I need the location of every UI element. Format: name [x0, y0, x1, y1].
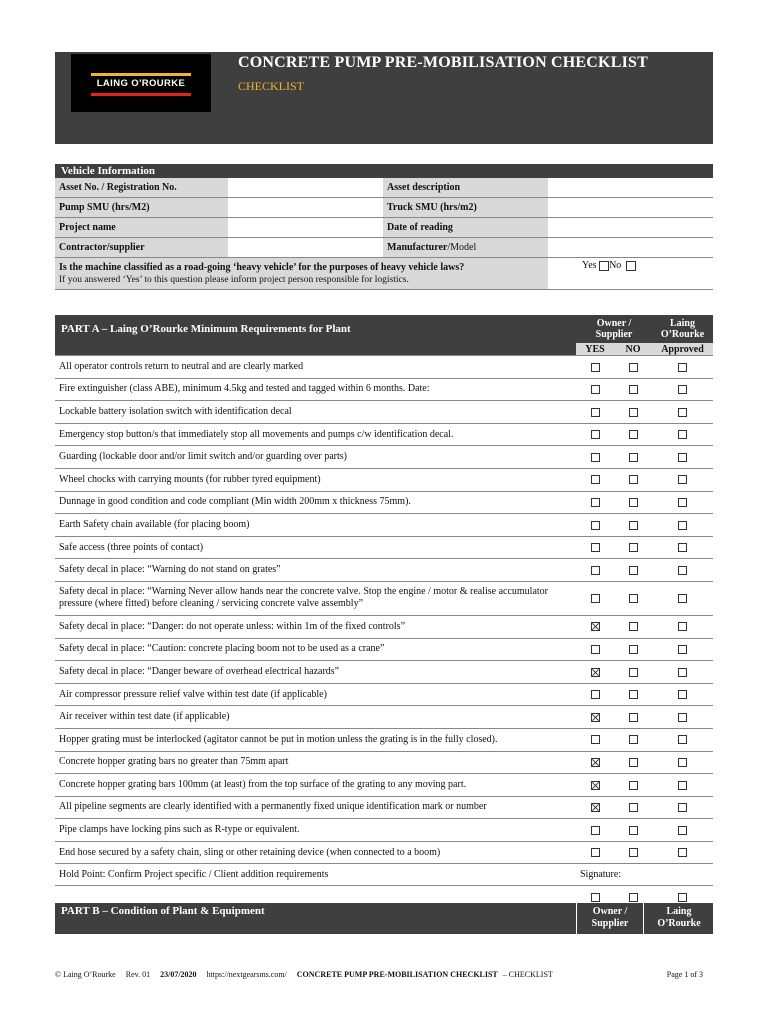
approved-column-header: Approved — [652, 343, 713, 356]
checklist-no-checkbox[interactable] — [629, 781, 638, 790]
checklist-no-checkbox[interactable] — [629, 430, 638, 439]
no-checkbox[interactable] — [626, 261, 636, 271]
checklist-no-cell — [614, 559, 652, 582]
checklist-yes-checkbox[interactable] — [591, 622, 600, 631]
checklist-approved-cell — [652, 661, 713, 684]
date-of-reading-label: Date of reading — [383, 218, 548, 238]
checklist-row — [55, 706, 713, 729]
checklist-approved-checkbox[interactable] — [678, 690, 687, 699]
company-logo — [71, 54, 211, 112]
checklist-yes-cell — [576, 559, 614, 582]
part-b-owner-line2: Supplier — [591, 918, 629, 929]
footer-url[interactable]: https://nextgearsms.com/ — [206, 970, 287, 979]
vehicle-info-heading: Vehicle Information — [55, 164, 713, 178]
yes-checkbox[interactable] — [599, 261, 609, 271]
checklist-no-checkbox[interactable] — [629, 645, 638, 654]
checklist-approved-checkbox[interactable] — [678, 453, 687, 462]
checklist-yes-checkbox[interactable] — [591, 521, 600, 530]
document-subtitle: CHECKLIST — [238, 79, 304, 93]
checklist-row — [55, 401, 713, 424]
checklist-item-text: Hopper grating must be interlocked (agitator cannot be put in motion unless the grating is in the fully closed). — [55, 728, 576, 751]
checklist-yes-cell — [576, 491, 614, 514]
part-b-owner-header — [576, 903, 644, 934]
checklist-row — [55, 683, 713, 706]
checklist-yes-checkbox[interactable] — [591, 385, 600, 394]
pump-smu-label: Pump SMU (hrs/M2) — [55, 198, 228, 218]
checklist-yes-cell — [576, 841, 614, 864]
checklist-yes-checkbox[interactable] — [591, 690, 600, 699]
checklist-no-cell — [614, 423, 652, 446]
checklist-approved-cell — [652, 491, 713, 514]
checklist-no-checkbox[interactable] — [629, 566, 638, 575]
checklist-no-checkbox[interactable] — [629, 543, 638, 552]
checklist-no-checkbox[interactable] — [629, 521, 638, 530]
checklist-no-cell — [614, 728, 652, 751]
checklist-approved-checkbox[interactable] — [678, 758, 687, 767]
checklist-approved-cell — [652, 819, 713, 842]
checklist-row — [55, 514, 713, 537]
checklist-approved-checkbox[interactable] — [678, 826, 687, 835]
part-b-lor-line2: O’Rourke — [657, 918, 701, 929]
checklist-no-cell — [614, 638, 652, 661]
checklist-row — [55, 356, 713, 379]
checklist-item-text: Concrete hopper grating bars 100mm (at least) from the top surface of the grating to any moving part. — [55, 774, 576, 797]
part-b-lor-line1: Laing — [666, 906, 692, 917]
checklist-no-checkbox[interactable] — [629, 622, 638, 631]
checklist-no-cell — [614, 514, 652, 537]
checklist-yes-checkbox[interactable] — [591, 713, 600, 722]
checklist-no-cell — [614, 378, 652, 401]
checklist-item-text: Guarding (lockable door and/or limit switch and/or guarding over parts) — [55, 446, 576, 469]
checklist-approved-checkbox[interactable] — [678, 385, 687, 394]
footer-revision: Rev. 01 — [125, 970, 151, 979]
logo-accent-bar — [91, 73, 191, 76]
checklist-row — [55, 423, 713, 446]
checklist-no-cell — [614, 615, 652, 638]
checklist-no-checkbox[interactable] — [629, 848, 638, 857]
checklist-no-cell — [614, 774, 652, 797]
page-footer — [55, 970, 713, 979]
checklist-no-checkbox[interactable] — [629, 668, 638, 677]
checklist-yes-cell — [576, 514, 614, 537]
checklist-approved-cell — [652, 728, 713, 751]
checklist-yes-cell — [576, 468, 614, 491]
checklist-yes-cell — [576, 774, 614, 797]
checklist-approved-checkbox[interactable] — [678, 408, 687, 417]
checklist-no-cell — [614, 468, 652, 491]
checklist-no-checkbox[interactable] — [629, 363, 638, 372]
manufacturer-label-bold: Manufacturer — [387, 242, 448, 253]
checklist-approved-cell — [652, 401, 713, 424]
asset-no-field[interactable] — [228, 178, 383, 198]
pump-smu-field[interactable] — [228, 198, 383, 218]
contractor-label: Contractor/supplier — [55, 238, 228, 258]
checklist-yes-checkbox[interactable] — [591, 668, 600, 677]
checklist-approved-cell — [652, 514, 713, 537]
yes-column-header: YES — [576, 343, 614, 356]
checklist-no-cell — [614, 401, 652, 424]
checklist-yes-checkbox[interactable] — [591, 453, 600, 462]
checklist-no-checkbox[interactable] — [629, 408, 638, 417]
laing-orourke-header — [652, 315, 713, 343]
footer-page-number: Page 1 of 3 — [666, 970, 703, 979]
checklist-no-cell — [614, 581, 652, 615]
checklist-no-cell — [614, 706, 652, 729]
checklist-no-checkbox[interactable] — [629, 735, 638, 744]
owner-supplier-header: Owner / Supplier — [576, 315, 652, 343]
checklist-item-text: Safe access (three points of contact) — [55, 536, 576, 559]
checklist-yes-checkbox[interactable] — [591, 543, 600, 552]
checklist-row — [55, 559, 713, 582]
checklist-item-text: Safety decal in place: “Danger beware of overhead electrical hazards” — [55, 661, 576, 684]
checklist-yes-cell — [576, 423, 614, 446]
checklist-yes-cell — [576, 401, 614, 424]
checklist-row — [55, 468, 713, 491]
checklist-item-text: Safety decal in place: “Caution: concrete placing boom not to be used as a crane” — [55, 638, 576, 661]
checklist-item-text: Concrete hopper grating bars no greater than 75mm apart — [55, 751, 576, 774]
checklist-approved-cell — [652, 774, 713, 797]
checklist-item-text: Earth Safety chain available (for placing boom) — [55, 514, 576, 537]
checklist-no-cell — [614, 446, 652, 469]
asset-no-label: Asset No. / Registration No. — [55, 178, 228, 198]
checklist-no-cell — [614, 356, 652, 379]
hold-point-label: Hold Point: Confirm Project specific / Client addition requirements — [55, 864, 576, 886]
checklist-approved-cell — [652, 841, 713, 864]
checklist-yes-cell — [576, 536, 614, 559]
checklist-approved-cell — [652, 423, 713, 446]
checklist-yes-cell — [576, 819, 614, 842]
logo-red-bar — [91, 93, 191, 96]
checklist-yes-checkbox[interactable] — [591, 758, 600, 767]
checklist-row — [55, 796, 713, 819]
checklist-item-text: Air receiver within test date (if applicable) — [55, 706, 576, 729]
part-b-lor-header — [645, 903, 713, 934]
part-a-header-spacer — [55, 343, 576, 356]
checklist-yes-checkbox[interactable] — [591, 363, 600, 372]
checklist-item-text: Safety decal in place: “Danger: do not operate unless: within 1m of the fixed controls” — [55, 615, 576, 638]
checklist-yes-cell — [576, 796, 614, 819]
truck-smu-label: Truck SMU (hrs/m2) — [383, 198, 548, 218]
checklist-approved-cell — [652, 683, 713, 706]
checklist-yes-cell — [576, 706, 614, 729]
checklist-yes-checkbox[interactable] — [591, 498, 600, 507]
part-b-title: PART B – Condition of Plant & Equipment — [61, 905, 265, 917]
checklist-item-text: Lockable battery isolation switch with identification decal — [55, 401, 576, 424]
footer-copyright: © Laing O’Rourke — [55, 970, 116, 979]
checklist-approved-checkbox[interactable] — [678, 713, 687, 722]
checklist-approved-cell — [652, 378, 713, 401]
checklist-approved-checkbox[interactable] — [678, 566, 687, 575]
manufacturer-label-suffix: /Model — [447, 242, 477, 253]
checklist-approved-checkbox[interactable] — [678, 781, 687, 790]
checklist-no-checkbox[interactable] — [629, 594, 638, 603]
checklist-yes-checkbox[interactable] — [591, 645, 600, 654]
checklist-approved-checkbox[interactable] — [678, 645, 687, 654]
lor-header-line2: O’Rourke — [660, 329, 705, 340]
document-header — [55, 52, 713, 144]
checklist-no-checkbox[interactable] — [629, 826, 638, 835]
checklist-item-text: Safety decal in place: “Warning Never allow hands near the concrete valve. Stop the engine / motor & realise accumulator pressure (where fitted) before cleaning / servicing concrete valve assembly” — [55, 581, 576, 615]
heavy-vehicle-question-cell — [55, 258, 548, 290]
checklist-item-text: Pipe clamps have locking pins such as R-type or equivalent. — [55, 819, 576, 842]
checklist-no-cell — [614, 536, 652, 559]
checklist-approved-checkbox[interactable] — [678, 363, 687, 372]
checklist-yes-checkbox[interactable] — [591, 735, 600, 744]
checklist-yes-cell — [576, 356, 614, 379]
project-name-label: Project name — [55, 218, 228, 238]
checklist-item-text: End hose secured by a safety chain, sling or other retaining device (when connected to a boom) — [55, 841, 576, 864]
checklist-yes-checkbox[interactable] — [591, 826, 600, 835]
part-b-header — [55, 903, 713, 934]
project-name-field[interactable] — [228, 218, 383, 238]
checklist-item-text: Wheel chocks with carrying mounts (for rubber tyred equipment) — [55, 468, 576, 491]
checklist-yes-cell — [576, 751, 614, 774]
checklist-row — [55, 728, 713, 751]
checklist-yes-cell — [576, 378, 614, 401]
checklist-yes-cell — [576, 581, 614, 615]
checklist-no-cell — [614, 683, 652, 706]
footer-doc-title-suffix: – CHECKLIST — [502, 970, 553, 979]
checklist-approved-checkbox[interactable] — [678, 594, 687, 603]
checklist-no-checkbox[interactable] — [629, 713, 638, 722]
checklist-no-cell — [614, 661, 652, 684]
checklist-approved-cell — [652, 559, 713, 582]
checklist-yes-cell — [576, 683, 614, 706]
checklist-approved-checkbox[interactable] — [678, 430, 687, 439]
hold-point-yes-checkbox[interactable] — [591, 893, 600, 902]
checklist-yes-checkbox[interactable] — [591, 408, 600, 417]
lor-header-line1: Laing — [669, 318, 695, 329]
checklist-yes-checkbox[interactable] — [591, 566, 600, 575]
checklist-approved-cell — [652, 638, 713, 661]
checklist-approved-cell — [652, 446, 713, 469]
checklist-yes-cell — [576, 638, 614, 661]
part-a-title: PART A – Laing O’Rourke Minimum Requirements for Plant — [55, 315, 576, 343]
document-title: CONCRETE PUMP PRE-MOBILISATION CHECKLIST — [238, 54, 648, 71]
checklist-row — [55, 661, 713, 684]
hold-point-approved-checkbox[interactable] — [678, 893, 687, 902]
checklist-approved-cell — [652, 706, 713, 729]
checklist-no-checkbox[interactable] — [629, 385, 638, 394]
checklist-item-text: Emergency stop button/s that immediately stop all movements and pumps c/w identification decal. — [55, 423, 576, 446]
contractor-field[interactable] — [228, 238, 383, 258]
checklist-no-cell — [614, 751, 652, 774]
checklist-item-text: Safety decal in place: “Warning do not stand on grates” — [55, 559, 576, 582]
checklist-approved-cell — [652, 581, 713, 615]
checklist-approved-checkbox[interactable] — [678, 803, 687, 812]
checklist-yes-checkbox[interactable] — [591, 475, 600, 484]
checklist-row — [55, 446, 713, 469]
part-a-table — [55, 315, 713, 908]
no-label: No — [609, 260, 622, 271]
checklist-item-text: Dunnage in good condition and code compliant (Min width 200mm x thickness 75mm). — [55, 491, 576, 514]
checklist-no-cell — [614, 796, 652, 819]
signature-label: Signature: — [576, 864, 713, 886]
checklist-approved-cell — [652, 536, 713, 559]
checklist-yes-cell — [576, 615, 614, 638]
checklist-approved-checkbox[interactable] — [678, 848, 687, 857]
heavy-vehicle-question: Is the machine classified as a road-going ‘heavy vehicle’ for the purposes of heavy vehicle laws? — [59, 261, 465, 273]
part-a-items — [55, 356, 713, 864]
vehicle-information-table — [55, 164, 713, 290]
truck-smu-field[interactable] — [548, 198, 713, 218]
checklist-yes-cell — [576, 728, 614, 751]
checklist-row — [55, 819, 713, 842]
checklist-no-checkbox[interactable] — [629, 758, 638, 767]
checklist-yes-checkbox[interactable] — [591, 803, 600, 812]
heavy-vehicle-note: If you answered ‘Yes’ to this question please inform project person responsible for logistics. — [59, 274, 409, 285]
manufacturer-field[interactable] — [548, 238, 713, 258]
no-column-header: NO — [614, 343, 652, 356]
logo-text: LAING O'ROURKE — [96, 78, 186, 89]
checklist-no-checkbox[interactable] — [629, 475, 638, 484]
asset-description-label: Asset description — [383, 178, 548, 198]
checklist-no-cell — [614, 819, 652, 842]
hold-point-no-checkbox[interactable] — [629, 893, 638, 902]
checklist-approved-checkbox[interactable] — [678, 668, 687, 677]
checklist-no-checkbox[interactable] — [629, 803, 638, 812]
checklist-item-text: Air compressor pressure relief valve within test date (if applicable) — [55, 683, 576, 706]
checklist-approved-cell — [652, 356, 713, 379]
checklist-item-text: All pipeline segments are clearly identified with a permanently fixed unique identification mark or number — [55, 796, 576, 819]
checklist-approved-checkbox[interactable] — [678, 475, 687, 484]
manufacturer-label — [383, 238, 548, 258]
checklist-row — [55, 581, 713, 615]
checklist-row — [55, 536, 713, 559]
footer-doc-title: CONCRETE PUMP PRE-MOBILISATION CHECKLIST — [296, 970, 498, 979]
part-b-owner-line1: Owner / — [592, 906, 628, 917]
checklist-row — [55, 751, 713, 774]
checklist-yes-cell — [576, 661, 614, 684]
checklist-row — [55, 615, 713, 638]
checklist-no-checkbox[interactable] — [629, 453, 638, 462]
checklist-approved-cell — [652, 615, 713, 638]
checklist-row — [55, 774, 713, 797]
checklist-no-checkbox[interactable] — [629, 498, 638, 507]
checklist-no-cell — [614, 841, 652, 864]
checklist-yes-checkbox[interactable] — [591, 430, 600, 439]
checklist-approved-cell — [652, 468, 713, 491]
checklist-item-text: All operator controls return to neutral and are clearly marked — [55, 356, 576, 379]
checklist-approved-checkbox[interactable] — [678, 521, 687, 530]
checklist-approved-cell — [652, 751, 713, 774]
checklist-approved-checkbox[interactable] — [678, 543, 687, 552]
checklist-row — [55, 638, 713, 661]
checklist-approved-checkbox[interactable] — [678, 622, 687, 631]
date-of-reading-field[interactable] — [548, 218, 713, 238]
checklist-yes-checkbox[interactable] — [591, 781, 600, 790]
footer-date: 23/07/2020 — [160, 970, 197, 979]
checklist-approved-checkbox[interactable] — [678, 735, 687, 744]
checklist-no-cell — [614, 491, 652, 514]
checklist-approved-cell — [652, 796, 713, 819]
checklist-item-text: Fire extinguisher (class ABE), minimum 4.5kg and tested and tagged within 6 months. Date: — [55, 378, 576, 401]
checklist-no-checkbox[interactable] — [629, 690, 638, 699]
checklist-yes-checkbox[interactable] — [591, 594, 600, 603]
checklist-yes-cell — [576, 446, 614, 469]
checklist-row — [55, 378, 713, 401]
checklist-approved-checkbox[interactable] — [678, 498, 687, 507]
checklist-yes-checkbox[interactable] — [591, 848, 600, 857]
checklist-row — [55, 491, 713, 514]
checklist-row — [55, 841, 713, 864]
heavy-vehicle-answer — [548, 258, 713, 290]
asset-description-field[interactable] — [548, 178, 713, 198]
yes-label: Yes — [582, 260, 597, 271]
